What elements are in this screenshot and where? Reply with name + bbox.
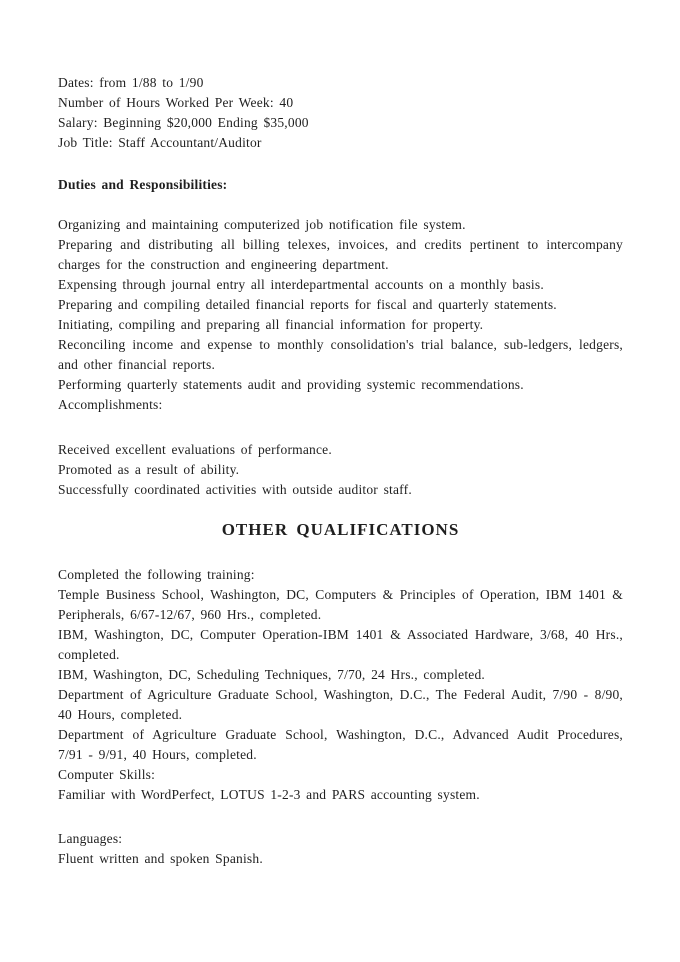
duty-item: Preparing and compiling detailed financial reports for fiscal and quarterly statements. bbox=[58, 297, 557, 312]
training-item: Department of Agriculture Graduate School, Washington, D.C., Advanced Audit Procedures, 7/91 - 9/91, 40 Hours, completed. bbox=[58, 727, 623, 762]
accomplishment-item: Successfully coordinated activities with outside auditor staff. bbox=[58, 482, 412, 497]
training-intro: Completed the following training: bbox=[58, 567, 255, 582]
employment-dates: Dates: from 1/88 to 1/90 bbox=[58, 75, 204, 90]
other-qualifications-heading: OTHER QUALIFICATIONS bbox=[221, 520, 460, 539]
employment-hours-per-week: Number of Hours Worked Per Week: 40 bbox=[58, 95, 294, 110]
languages-section bbox=[58, 829, 623, 869]
training-list bbox=[58, 565, 623, 805]
training-item: Temple Business School, Washington, DC, Computers & Principles of Operation, IBM 1401 & Peripherals, 6/67-12/67, 960 Hrs., completed. bbox=[58, 587, 623, 622]
employment-job-title: Job Title: Staff Accountant/Auditor bbox=[58, 135, 262, 150]
computer-skills-text: Familiar with WordPerfect, LOTUS 1-2-3 and PARS accounting system. bbox=[58, 787, 480, 802]
accomplishment-item: Promoted as a result of ability. bbox=[58, 462, 240, 477]
accomplishment-item: Received excellent evaluations of performance. bbox=[58, 442, 332, 457]
employment-details bbox=[58, 73, 623, 153]
accomplishments-label: Accomplishments: bbox=[58, 397, 163, 412]
duty-item: Initiating, compiling and preparing all financial information for property. bbox=[58, 317, 484, 332]
duty-item: Expensing through journal entry all interdepartmental accounts on a monthly basis. bbox=[58, 277, 544, 292]
computer-skills-label: Computer Skills: bbox=[58, 767, 156, 782]
accomplishments-list bbox=[58, 440, 623, 500]
duty-item: Organizing and maintaining computerized job notification file system. bbox=[58, 217, 466, 232]
languages-label: Languages: bbox=[58, 831, 123, 846]
employment-salary: Salary: Beginning $20,000 Ending $35,000 bbox=[58, 115, 309, 130]
duty-item: Preparing and distributing all billing telexes, invoices, and credits pertinent to intercompany charges for the construction and engineering department. bbox=[58, 237, 623, 272]
duty-item: Reconciling income and expense to monthly consolidation's trial balance, sub-ledgers, ledgers, and other financial reports. bbox=[58, 337, 623, 372]
training-item: Department of Agriculture Graduate School, Washington, D.C., The Federal Audit, 7/90 - 8/90, 40 Hours, completed. bbox=[58, 687, 623, 722]
training-item: IBM, Washington, DC, Computer Operation-IBM 1401 & Associated Hardware, 3/68, 40 Hrs., completed. bbox=[58, 627, 623, 662]
duties-list bbox=[58, 215, 623, 415]
duty-item: Performing quarterly statements audit and providing systemic recommendations. bbox=[58, 377, 524, 392]
duties-heading: Duties and Responsibilities: bbox=[58, 177, 228, 192]
languages-text: Fluent written and spoken Spanish. bbox=[58, 851, 263, 866]
training-item: IBM, Washington, DC, Scheduling Techniques, 7/70, 24 Hrs., completed. bbox=[58, 667, 485, 682]
